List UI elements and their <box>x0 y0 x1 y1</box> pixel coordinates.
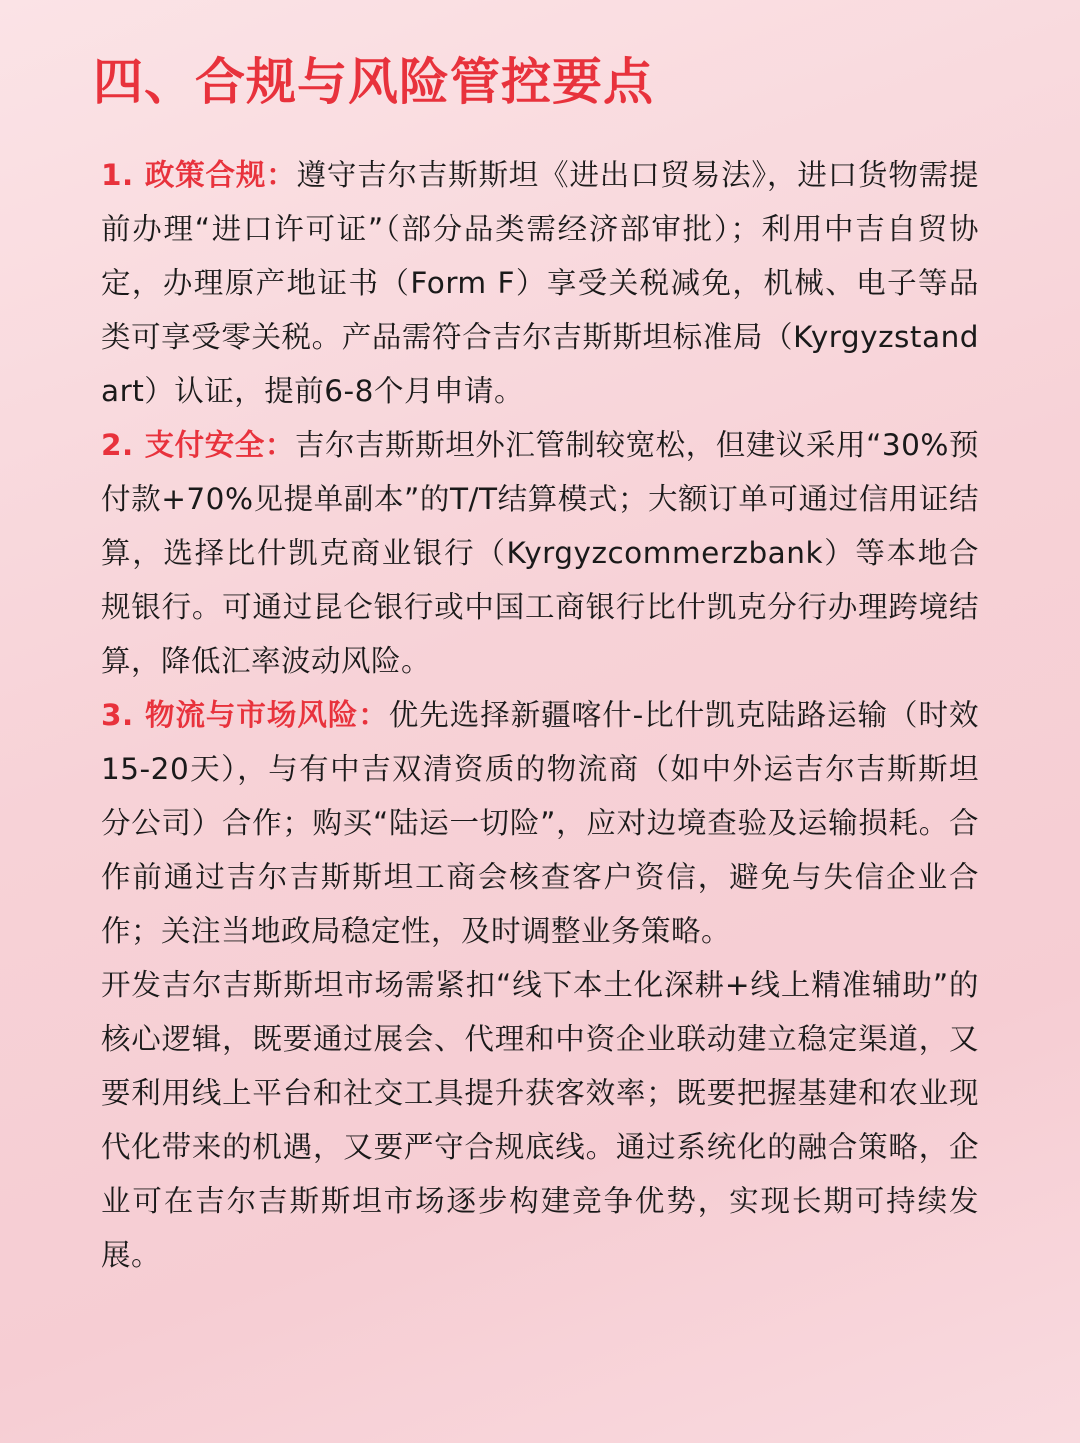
logistics-risk-label: 3. 物流与市场风险： <box>101 698 389 732</box>
payment-security-text: 吉尔吉斯斯坦外汇管制较宽松，但建议采用“30%预付款+70%见提单副本”的T/T结算模式；大额订单可通过信用证结算，选择比什凯克商业银行（Kyrgyzcommerzbank）等本地合规银行。可通过昆仑银行或中国工商银行比什凯克分行办理跨境结算，降低汇率波动风险。 <box>101 428 979 678</box>
content-body <box>101 148 979 1282</box>
logistics-risk-paragraph <box>101 688 979 958</box>
policy-compliance-text: 遵守吉尔吉斯斯坦《进出口贸易法》，进口货物需提前办理“进口许可证”（部分品类需经济部审批）；利用中吉自贸协定，办理原产地证书（Form F）享受关税减免，机械、电子等品类可享受零关税。产品需符合吉尔吉斯斯坦标准局（Kyrgyzstandart）认证，提前6-8个月申请。 <box>101 158 979 408</box>
policy-compliance-paragraph <box>101 148 979 418</box>
payment-security-paragraph <box>101 418 979 688</box>
policy-compliance-label: 1. 政策合规： <box>101 158 297 192</box>
payment-security-label: 2. 支付安全： <box>101 428 295 462</box>
conclusion-paragraph: 开发吉尔吉斯斯坦市场需紧扣“线下本土化深耕+线上精准辅助”的核心逻辑，既要通过展会、代理和中资企业联动建立稳定渠道，又要利用线上平台和社交工具提升获客效率；既要把握基建和农业现代化带来的机遇，又要严守合规底线。通过系统化的融合策略，企业可在吉尔吉斯斯坦市场逐步构建竞争优势，实现长期可持续发展。 <box>101 968 979 1272</box>
logistics-risk-text: 优先选择新疆喀什-比什凯克陆路运输（时效15-20天），与有中吉双清资质的物流商（如中外运吉尔吉斯斯坦分公司）合作；购买“陆运一切险”，应对边境查验及运输损耗。合作前通过吉尔吉斯斯坦工商会核查客户资信，避免与失信企业合作；关注当地政局稳定性，及时调整业务策略。 <box>101 698 979 948</box>
section-title: 四、合规与风险管控要点 <box>93 53 654 111</box>
